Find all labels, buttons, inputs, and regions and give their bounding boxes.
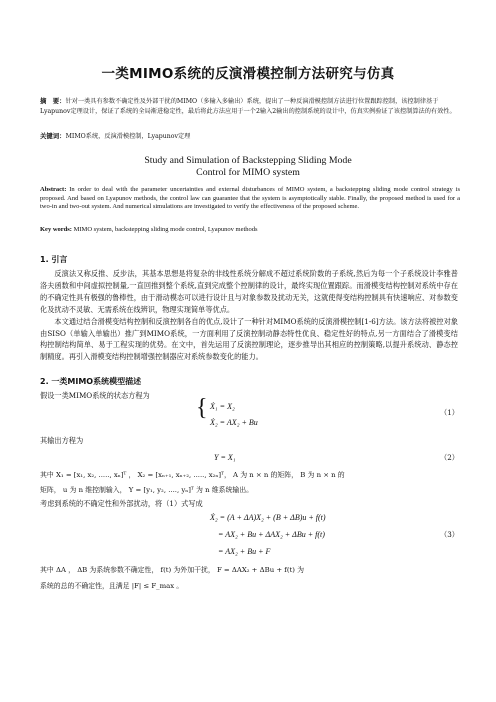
keywords-cn: [40, 131, 190, 140]
section-2-consider: 考虑到系统的不确定性和外部扰动，将（1）式写成: [40, 499, 203, 508]
section-2-bound-line: 系统的总的不确定性，且满足 |F| ≤ F_max 。: [40, 582, 184, 590]
paper-title-en: [0, 155, 496, 179]
keywords-en: [40, 226, 258, 233]
equation-2-number: （2）: [440, 453, 459, 462]
section-2-output-intro: 其输出方程为: [40, 436, 84, 445]
section-1-body: [40, 268, 458, 363]
keywords-en-text: MIMO system, backstepping sliding mode control, Lyapunov methods: [71, 226, 258, 233]
keywords-cn-text: MIMO系统，反演滑模控制，Lyapunov定理: [65, 133, 191, 140]
paper-title-en-line1: Study and Simulation of Backstepping Sliding Mode: [144, 155, 352, 166]
abstract-en: [40, 186, 460, 212]
section-1-paragraph-2: 本文通过结合滑模变结构控制和反演控制各自的优点,设计了一种针对MIMO系统的反演滑模控制[1-6]方法。该方法将被控对象由SISO（单输入单输出）推广到MIMO系统，一方面利用了反演控制动静态特性优良、稳定性好的特点,另一方面结合了滑模变结构控制结构简单、易于工程实现的优势。在文中，首先运用了反演控制理论，逐步推导出其相应的控制策略,以提升系统动、静态控制精度。再引入滑模变结构控制增强控制器应对系统参数变化的能力。: [40, 316, 458, 362]
paper-title-cn: 一类MIMO系统的反演滑模控制方法研究与仿真: [101, 66, 395, 82]
abstract-cn-text: 针对一类具有参数不确定性及外部干扰的MIMO（多输入多输出）系统，提出了一种反演滑模控制方法进行位置跟踪控制，该控制律基于Lyapunov定理设计，保证了系统的全局渐进稳定性，最后将此方法应用于一个2输入2输出的控制系统的设计中，仿真实例验证了该控制算法的有效性。: [40, 98, 456, 116]
equation-1-number: （1）: [440, 408, 459, 417]
abstract-cn: [40, 96, 458, 117]
equation-2: Y = X₁: [214, 453, 236, 462]
section-1-paragraph-1: 反演法又称反推、反步法，其基本思想是将复杂的非线性系统分解成不超过系统阶数的子系统,然后为每一个子系统设计李雅普洛夫函数和中间虚拟控制量,一直回推到整个系统,直到完成整个控制律的设计，最终实现位置跟踪。而滑模变结构控制对系统中存在的不确定性具有极强的鲁棒性，由于滑动模态可以进行设计且与对象参数及扰动无关，这就使得变结构控制具有快速响应、对参数变化及扰动不灵敏、无需系统在线辨识，物理实现简单等优点。: [40, 269, 458, 314]
equation-3-line-2: = AX₂ + Bu + ΔAX₂ + ΔBu + f(t): [218, 530, 325, 539]
section-2-definitions-line-1: 其中 X₁ = [x₁, x₂, ....., xₙ]ᵀ ， X₂ = [xₙ₊₁, xₙ₊₂, ....., x₂ₙ]ᵀ， A 为 n × n 的矩阵， B 为 n × n 的: [40, 471, 345, 479]
section-2-intro: 假设一类MIMO系统的状态方程为: [40, 391, 150, 400]
abstract-en-text: In order to deal with the parameter uncertainties and external disturbances of MIMO system, a backstepping sliding mode control strategy is proposed. And based on Lyapunov methods, the control law can guarantee that the system is asymptotically stable. Finally, the proposed method is used for a two-in and two-out system. And numerical simulations are investigated to verify the effectiveness of the proposed scheme.: [40, 186, 460, 211]
paper-title-en-line2: Control for MIMO system: [196, 167, 300, 179]
section-2-heading: [40, 376, 141, 387]
section-2-number: 2.: [40, 377, 49, 386]
section-2-definitions-line-2: 矩阵， u 为 n 维控制输入， Y = [y₁, y₂, ...., yₙ]ᵀ 为 n 维系统输出。: [40, 486, 254, 494]
abstract-cn-label: 摘 要：: [40, 97, 66, 105]
equation-1-line-2: Ẋ₂ = AX₂ + Bu: [210, 418, 258, 427]
equation-1-brace: {: [196, 395, 208, 421]
section-1-heading: [40, 254, 67, 265]
equation-3-number: （3）: [440, 530, 459, 539]
equation-3-line-3: = AX₂ + Bu + F: [218, 547, 271, 556]
section-2-where-line: 其中 ΔA ， ΔB 为系统参数不确定性， f(t) 为外加干扰， F = ΔAX₂ + ΔBu + f(t) 为: [40, 566, 305, 574]
keywords-cn-label: 关键词：: [40, 132, 66, 140]
abstract-en-label: Abstract:: [40, 186, 67, 193]
section-1-title: 引言: [51, 255, 68, 264]
equation-1-line-1: Ẋ₁ = X₂: [210, 402, 235, 411]
keywords-en-label: Key words:: [40, 226, 72, 233]
section-1-number: 1.: [40, 255, 49, 264]
equation-3-line-1: Ẋ₂ = (A + ΔA)X₂ + (B + ΔB)u + f(t): [210, 513, 326, 522]
section-2-title: 一类MIMO系统模型描述: [51, 377, 142, 386]
